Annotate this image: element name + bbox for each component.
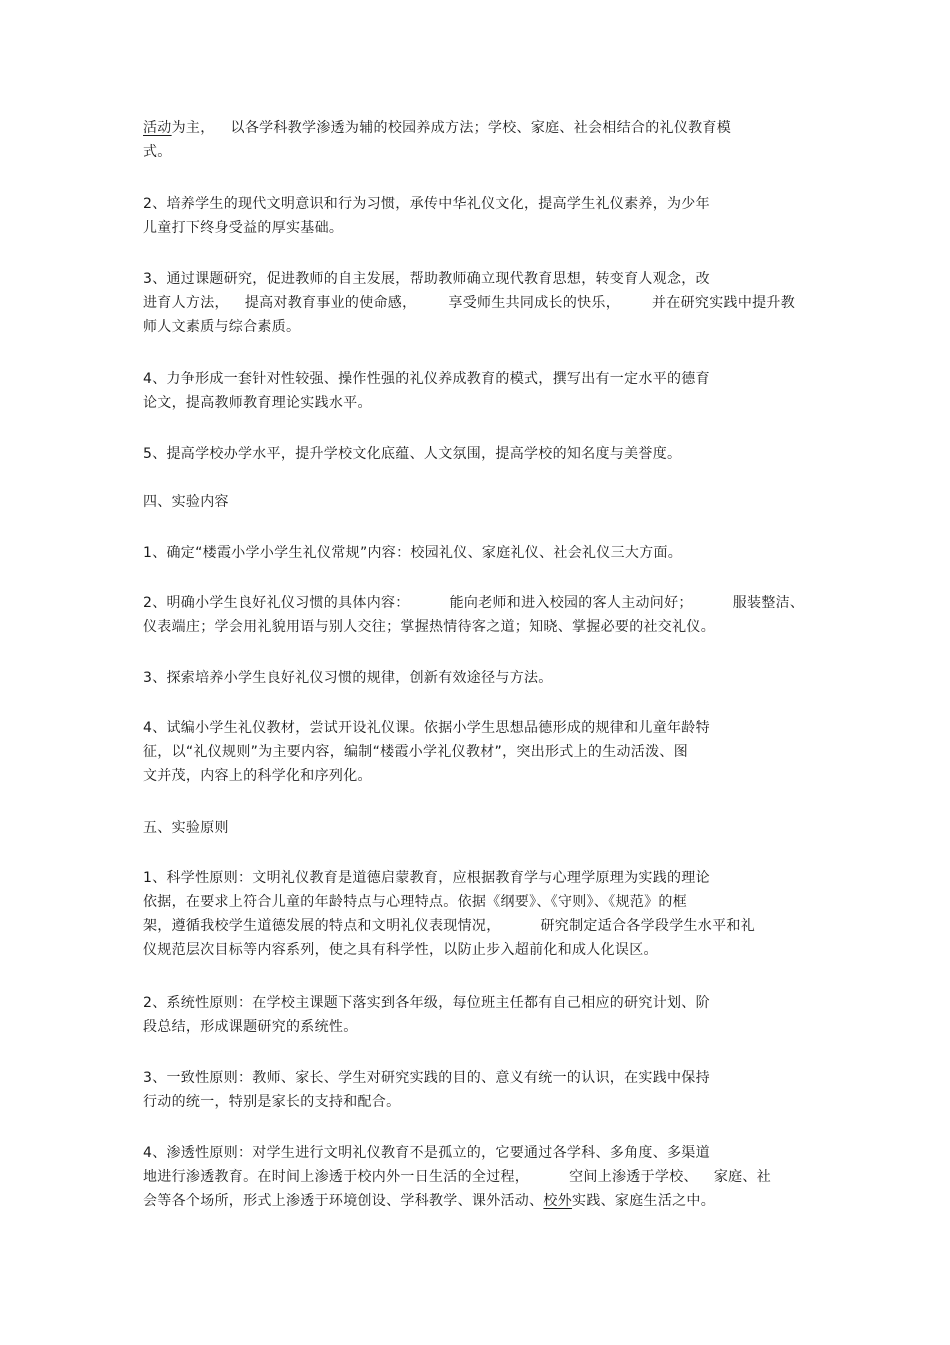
text-span: 家庭、社 <box>713 1169 772 1185</box>
line <box>143 1189 823 1213</box>
underlined-text: 校外 <box>543 1193 573 1209</box>
line: 3、通过课题研究，促进教师的自主发展，帮助教师确立现代教育思想，转变育人观念，改 <box>143 271 710 287</box>
line: 式。 <box>143 144 172 160</box>
line: 2、系统性原则：在学校主课题下落实到各年级，每位班主任都有自己相应的研究计划、阶 <box>143 995 710 1011</box>
text-span: 为主， <box>171 120 215 136</box>
text-span: 能向老师和进入校园的客人主动问好； <box>449 595 693 611</box>
line: 4、渗透性原则：对学生进行文明礼仪教育不是孤立的，它要通过各学科、多角度、多渠道 <box>143 1145 710 1161</box>
line: 行动的统一，特别是家长的支持和配合。 <box>143 1094 401 1110</box>
text-span: 实践、家庭生活之中。 <box>572 1193 716 1209</box>
line: 段总结，形成课题研究的系统性。 <box>143 1019 358 1035</box>
text-span: 会等各个场所，形式上渗透于环境创设、学科教学、课外活动、 <box>143 1193 544 1209</box>
line <box>143 291 823 315</box>
paragraph-principle-4 <box>143 1141 823 1213</box>
paragraph-content-4 <box>143 716 823 788</box>
line: 师人文素质与综合素质。 <box>143 319 301 335</box>
section-heading-4 <box>143 490 823 514</box>
line: 3、探索培养小学生良好礼仪习惯的规律，创新有效途径与方法。 <box>143 670 553 686</box>
text-span: 架，遵循我校学生道德发展的特点和文明礼仪表现情况， <box>143 918 501 934</box>
line: 依据，在要求上符合儿童的年龄特点与心理特点。依据《纲要》、《守则》、《规范》的框 <box>143 894 687 910</box>
line <box>143 116 823 140</box>
line: 4、力争形成一套针对性较强、操作性强的礼仪养成教育的模式，撰写出有一定水平的德育 <box>143 371 710 387</box>
text-span: 提高对教育事业的使命感， <box>244 295 417 311</box>
heading-text: 五、实验原则 <box>143 820 229 836</box>
paragraph-goal-2 <box>143 192 823 240</box>
text-span: 服装整洁、 <box>732 595 805 611</box>
paragraph-principle-2 <box>143 991 823 1039</box>
line: 1、科学性原则：文明礼仪教育是道德启蒙教育，应根据教育学与心理学原理为实践的理论 <box>143 870 710 886</box>
text-span: 进育人方法， <box>143 295 229 311</box>
line: 儿童打下终身受益的厚实基础。 <box>143 220 344 236</box>
line: 论文，提高教师教育理论实践水平。 <box>143 395 372 411</box>
text-span: 空间上渗透于学校、 <box>569 1169 698 1185</box>
line: 3、一致性原则：教师、家长、学生对研究实践的目的、意义有统一的认识，在实践中保持 <box>143 1070 710 1086</box>
paragraph-goal-3 <box>143 267 823 339</box>
section-heading-5 <box>143 816 823 840</box>
heading-text: 四、实验内容 <box>143 494 229 510</box>
line: 征，以“礼仪规则”为主要内容，编制“楼霞小学礼仪教材”，突出形式上的生动活泼、图 <box>143 744 689 760</box>
text-span: 研究制定适合各学段学生水平和礼 <box>540 918 755 934</box>
paragraph-goals-continued <box>143 116 823 164</box>
line: 5、提高学校办学水平，提升学校文化底蕴、人文氛围，提高学校的知名度与美誉度。 <box>143 446 682 462</box>
paragraph-content-1 <box>143 541 823 565</box>
line: 4、试编小学生礼仪教材，尝试开设礼仪课。依据小学生思想品德形成的规律和儿童年龄特 <box>143 720 710 736</box>
line <box>143 591 823 615</box>
text-span: 2、明确小学生良好礼仪习惯的具体内容： <box>143 595 410 611</box>
line: 文并茂，内容上的科学化和序列化。 <box>143 768 372 784</box>
paragraph-principle-3 <box>143 1066 823 1114</box>
text-span: 以各学科教学渗透为辅的校园养成方法；学校、家庭、社会相结合的礼仪教育模 <box>230 120 732 136</box>
paragraph-principle-1 <box>143 866 823 962</box>
line: 仪表端庄；学会用礼貌用语与别人交往；掌握热情待客之道；知晓、掌握必要的社交礼仪。 <box>143 619 715 635</box>
text-span: 并在研究实践中提升教 <box>652 295 796 311</box>
line <box>143 914 823 938</box>
paragraph-goal-5 <box>143 442 823 466</box>
line: 2、培养学生的现代文明意识和行为习惯，承传中华礼仪文化，提高学生礼仪素养，为少年 <box>143 196 710 212</box>
underlined-text: 活动 <box>143 120 172 136</box>
paragraph-content-2 <box>143 591 823 639</box>
line <box>143 1165 823 1189</box>
text-span: 享受师生共同成长的快乐， <box>448 295 621 311</box>
line: 仪规范层次目标等内容系列，使之具有科学性，以防止步入超前化和成人化误区。 <box>143 942 658 958</box>
text-span: 地进行渗透教育。在时间上渗透于校内外一日生活的全过程， <box>143 1169 530 1185</box>
paragraph-goal-4 <box>143 367 823 415</box>
paragraph-content-3 <box>143 666 823 690</box>
line: 1、确定“楼霞小学小学生礼仪常规”内容：校园礼仪、家庭礼仪、社会礼仪三大方面。 <box>143 545 683 561</box>
